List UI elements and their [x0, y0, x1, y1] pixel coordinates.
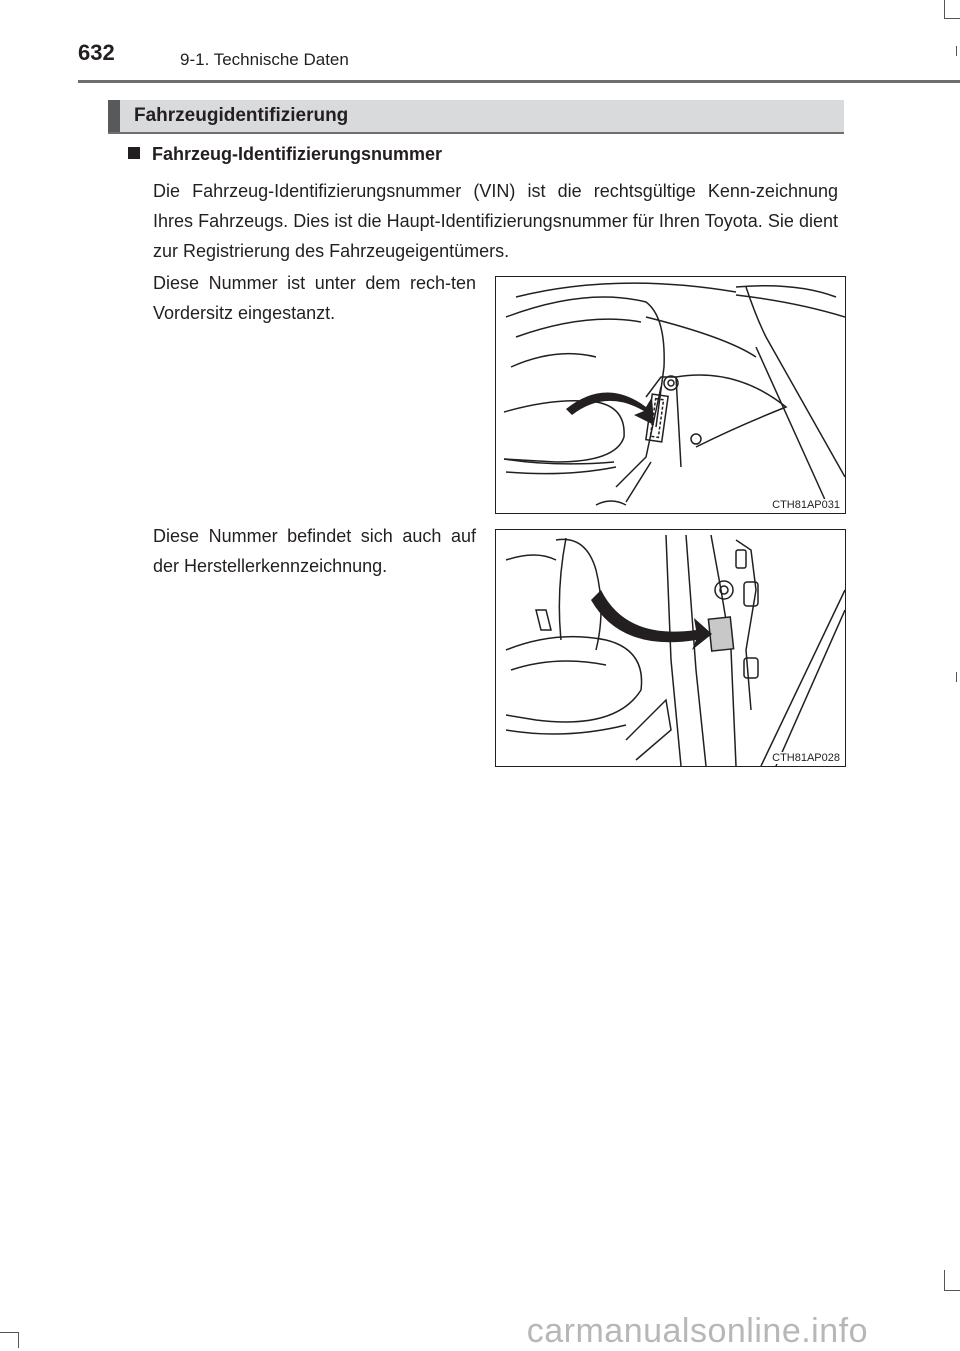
crop-mark: [0, 1332, 18, 1333]
crop-mark: [944, 1290, 960, 1291]
label-location-paragraph: Diese Nummer befindet sich auch auf der Herstellerkennzeichnung.: [153, 526, 476, 576]
crop-mark: [944, 0, 945, 18]
page-number: 632: [78, 40, 115, 65]
section-accent: [108, 100, 120, 132]
seat-location-paragraph: Diese Nummer ist unter dem rech-ten Vordersitz eingestanzt.: [153, 273, 476, 323]
figure-code: CTH81AP028: [772, 752, 840, 764]
bullet-square-icon: [128, 147, 140, 159]
seat-drawing: [496, 277, 845, 513]
crop-mark: [944, 18, 960, 19]
subsection-heading: [128, 144, 442, 165]
header-rule: [78, 80, 960, 83]
intro-paragraph: Die Fahrzeug-Identifizierungsnummer (VIN) ist die rechtsgültige Kenn-zeichnung Ihres Fahrzeugs. Dies ist die Haupt-Identifizierungsnummer für Ihren Toyota. Sie dient zur Registrierung des Fahrzeugeigentümers.: [153, 181, 838, 261]
figure-code: CTH81AP031: [772, 499, 840, 511]
watermark: carmanualsonline.info: [526, 1312, 868, 1350]
seat-vin-illustration: [495, 276, 846, 514]
subsection-title: Fahrzeug-Identifizierungsnummer: [152, 144, 443, 164]
section-heading-bar: [108, 100, 844, 134]
crop-mark: [944, 1270, 945, 1290]
section-title: Fahrzeugidentifizierung: [134, 105, 349, 126]
chapter-title: 9-1. Technische Daten: [180, 50, 349, 69]
door-drawing: [496, 530, 845, 766]
crop-mark: [18, 1332, 19, 1348]
crop-mark: [956, 46, 957, 56]
crop-mark: [956, 672, 957, 682]
door-label-illustration: [495, 529, 846, 767]
